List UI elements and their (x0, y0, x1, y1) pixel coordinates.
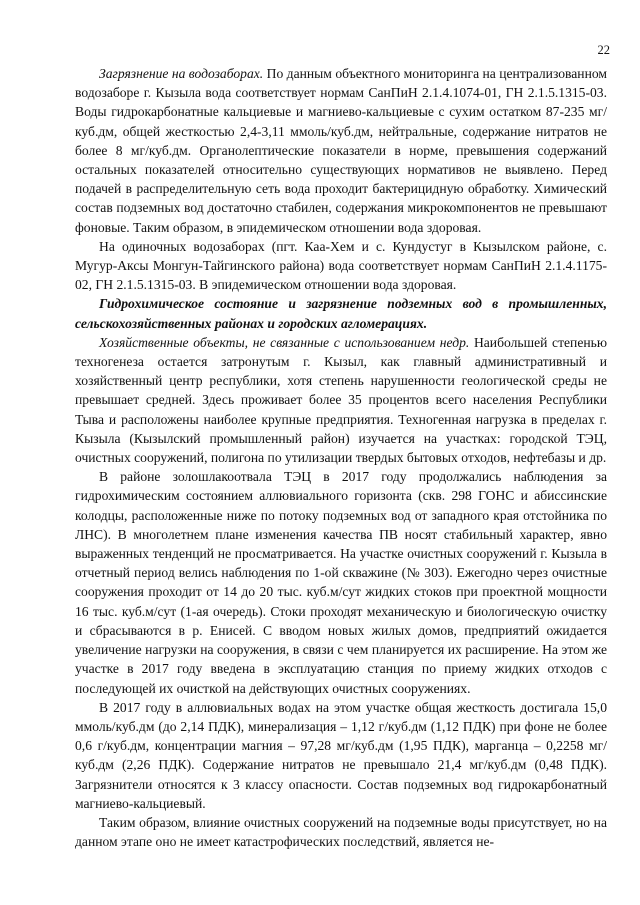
paragraph-single-intakes: На одиночных водозаборах (пгт. Каа-Хем и с. Кундустуг в Кызылском районе, с. Мугур-Аксы Монгун-Тайгинского района) вода соответствует нормам СанПиН 2.1.4.1175-02, ГН 2.1.5.1315-03. В эпидемическом отношении вода здоровая. (75, 238, 607, 293)
paragraph-ash-dump: В районе золошлакоотвала ТЭЦ в 2017 году продолжались наблюдения за гидрохимическим состоянием аллювиального горизонта (скв. 298 ГОНС и абиссинские колодцы, расположенные ниже по потоку подземных вод от западного края отстойника по ЛНС). В многолетнем плане изменения качества ПВ носят стабильный характер, явно выраженных тенденций не просматривается. На участке очистных сооружений г. Кызыла в отчетный период велись наблюдения по 1-ой скважине (№ 303). Ежегодно через очистные сооружения проходит от 14 до 20 тыс. куб.м/сут жидких стоков при проектной мощности 16 тыс. куб.м/сут (1-ая очередь). Стоки проходят механическую и биологическую очистку и сбрасываются в р. Енисей. С вводом новых жилых домов, предприятий ожидается увеличение нагрузки на сооружения, в связи с чем планируется их расширение. На этом же участке в 2017 году введена в эксплуатацию станция по приему жидких отходов с последующей их очисткой на действующих очистных сооружениях. (75, 469, 607, 696)
document-body (75, 64, 607, 851)
paragraph-water-intakes (75, 64, 607, 237)
paragraph-text: Наибольшей степенью техногенеза остается затронутым г. Кызыл, как главный административный и хозяйственный центр республики, хотя степень нарушенности геологической среды не превышает средней. Здесь проживает более 35 процентов всего населения Республики Тыва и расположены наиболее крупные предприятия. Техногенная нагрузка в пределах г. Кызыла (Кызылский промышленный район) изучается на участках: городской ТЭЦ, очистных сооружений, полигона по утилизации твердых бытовых отходов, нефтебазы и др. (75, 334, 607, 466)
paragraph-lead: Загрязнение на водозаборах. (99, 66, 264, 81)
paragraph-alluvial-waters: В 2017 году в аллювиальных водах на этом участке общая жесткость достигала 15,0 ммоль/куб.дм (до 2,14 ПДК), минерализация – 1,12 г/куб.дм (1,12 ПДК) при фоне не более 0,6 г/куб.дм, концентрации магния – 97,28 мг/куб.дм (1,95 ПДК), марганца – 0,2258 мг/куб.дм (2,26 ПДК). Содержание нитратов не превышало 21,4 мг/куб.дм (0,48 ПДК). Загрязнители относятся к 3 классу опасности. Состав подземных вод гидрокарбонатный магниево-кальциевый. (75, 699, 607, 811)
paragraph-economic-objects (75, 333, 607, 467)
section-heading: Гидрохимическое состояние и загрязнение подземных вод в промышленных, сельскохозяйственных районах и городских агломерациях. (75, 296, 607, 331)
page-number: 22 (597, 43, 610, 57)
paragraph-text: По данным объектного мониторинга на централизованном водозаборе г. Кызыла вода соответствует нормам СанПиН 2.1.4.1074-01, ГН 2.1.5.1315-03. Воды гидрокарбонатные кальциевые и магниево-кальциевые с сухим остатком 87-235 мг/куб.дм, общей жесткостью 2,4-3,11 ммоль/куб.дм, нейтральные, содержание нитратов не более 8 мг/куб.дм. Органолептические показатели в норме, превышения содержаний остальных показателей относительно существующих нормативов не выявлено. Перед подачей в распределительную сеть вода проходит бактерицидную обработку. Химический состав подземных вод достаточно стабилен, содержания микрокомпонентов не превышают фоновые. Таким образом, в эпидемическом отношении вода здоровая. (75, 66, 607, 235)
paragraph-conclusion: Таким образом, влияние очистных сооружений на подземные воды присутствует, но на данном этапе оно не имеет катастрофических последствий, является не- (75, 814, 607, 850)
paragraph-lead: Хозяйственные объекты, не связанные с использованием недр. (99, 334, 470, 350)
